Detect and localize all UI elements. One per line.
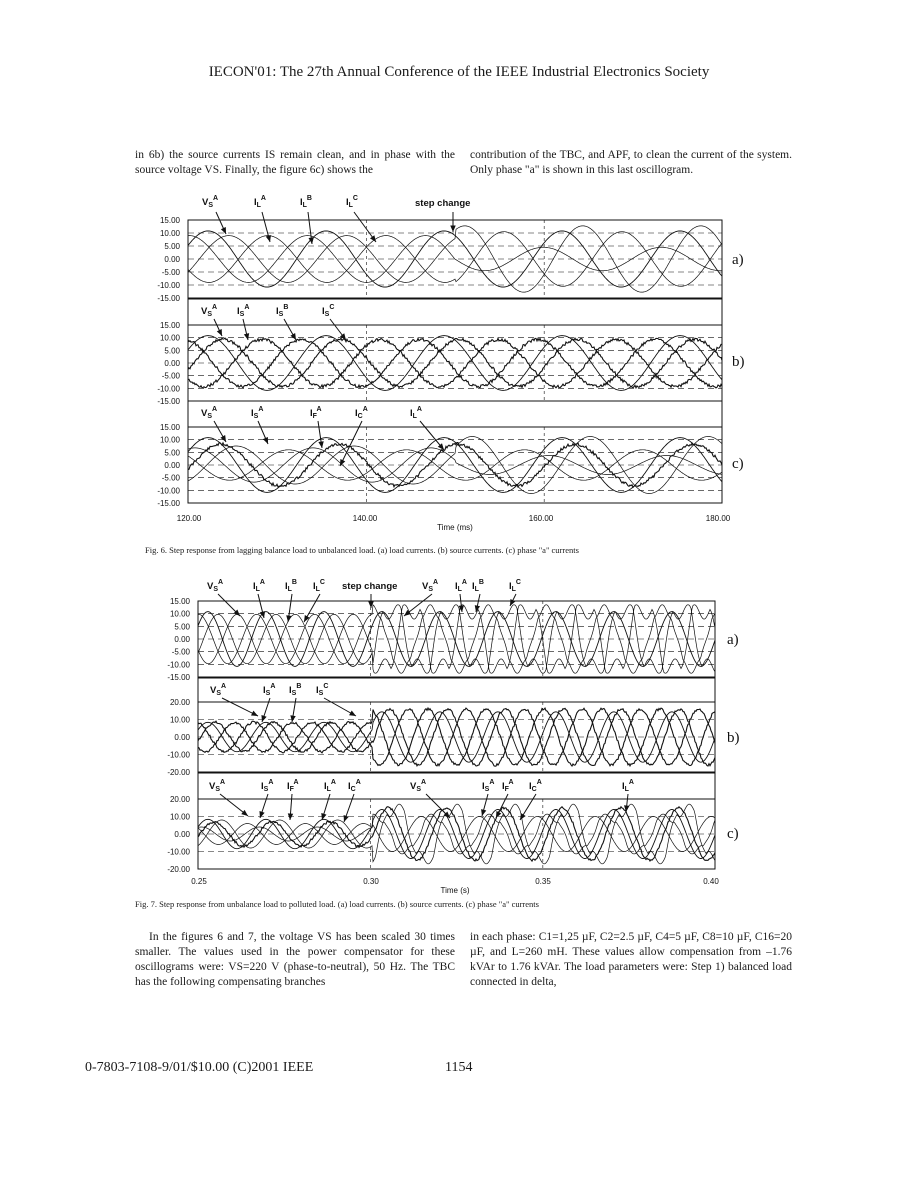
fig7-signal-label: $I_C^A$ (529, 779, 542, 793)
fig6-signal-label: $I_L^C$ (346, 195, 358, 209)
fig7-panel-a-trace (198, 605, 715, 674)
fig6-label-box-b (188, 299, 722, 325)
fig7-panel-b (167, 698, 715, 777)
fig7-signal-label: $I_L^C$ (313, 579, 325, 593)
fig6-signal-label: $V_S^A$ (201, 406, 218, 420)
fig6-panel-c-ytick: 0.00 (164, 461, 180, 470)
fig7-panel-c-frame (198, 799, 715, 869)
fig7-panel-c (167, 795, 715, 874)
fig6-panel-a-label: a) (732, 252, 744, 268)
fig7-panel-c-label: c) (727, 826, 739, 842)
fig7-label-box-c (198, 773, 715, 799)
body-paragraph-right: in each phase: C1=1,25 µF, C2=2.5 µF, C4=5 µF, C8=10 µF, C16=20 µF, and L=260 mH. These values allow compensation from –1.76 kVAr to 1.76 kVAr. The load parameters were: Step 1) balanced load connected in delta, (470, 931, 792, 988)
fig6-panel-c-ytick: -15.00 (157, 499, 180, 508)
figure-7-caption: Fig. 7. Step response from unbalance load to polluted load. (a) load currents. (b) source currents. (c) phase "a" currents (135, 899, 539, 909)
fig7-label-box-b (198, 678, 715, 702)
fig6-signal-label: $I_L^B$ (300, 195, 312, 209)
fig7-signal-label: $I_C^A$ (348, 779, 361, 793)
fig6-panel-a-ytick: 10.00 (159, 229, 180, 238)
fig7-panel-c-ytick: -20.00 (167, 865, 190, 874)
fig7-signal-label: $I_L^A$ (253, 579, 265, 593)
fig6-signal-label: $I_S^A$ (237, 304, 250, 318)
fig7-signal-label: $I_S^A$ (263, 683, 276, 697)
fig7-arrow-head (290, 715, 295, 722)
fig6-signal-label: $V_S^A$ (201, 304, 218, 318)
fig7-panel-b-frame (198, 702, 715, 772)
fig6-panel-a-ytick: 15.00 (159, 216, 180, 225)
fig7-xlabel: Time (s) (440, 886, 470, 895)
fig6-panel-c-ytick: 10.00 (159, 435, 180, 445)
fig7-arrow-head (286, 615, 291, 622)
fig7-signal-label: $I_L^A$ (622, 779, 634, 793)
fig6-xtick: 160.00 (528, 514, 554, 523)
fig7-signal-label: $I_S^B$ (289, 683, 302, 697)
figure-7 (167, 579, 739, 895)
fig6-label-box-c (188, 401, 722, 427)
fig7-panel-b-ytick: 10.00 (169, 715, 190, 725)
fig6-panel-a-ytick: 0.00 (164, 255, 180, 264)
fig6-signal-label: $I_S^A$ (251, 406, 264, 420)
fig7-panel-c-ytick: 10.00 (169, 812, 190, 822)
fig6-arrow-head (318, 441, 323, 448)
fig7-arrow-head (241, 810, 248, 816)
fig7-panel-a-ytick: 5.00 (174, 622, 190, 632)
fig7-panel-b-ytick: -20.00 (167, 768, 190, 777)
fig6-step-arrow-head (450, 226, 455, 232)
fig6-xtick: 180.00 (705, 514, 731, 523)
footer-copyright: 0-7803-7108-9/01/$10.00 (C)2001 IEEE (85, 1060, 314, 1075)
fig6-panel-b-ytick: -10.00 (157, 384, 180, 394)
fig7-panel-b-ytick: 0.00 (174, 733, 190, 742)
fig7-signal-label: $I_L^B$ (472, 579, 484, 593)
fig7-panel-a-ytick: 0.00 (174, 635, 190, 644)
fig7-signal-label: $V_S^A$ (422, 579, 439, 593)
fig7-panel-a-ytick: -5.00 (171, 647, 190, 657)
fig6-signal-label: $I_F^A$ (310, 406, 322, 420)
fig7-xtick: 0.30 (363, 877, 379, 886)
fig7-panel-a-ytick: -10.00 (167, 660, 190, 670)
fig6-xlabel: Time (ms) (437, 523, 473, 532)
fig7-arrow-head (304, 615, 310, 622)
fig6-signal-label: $I_L^A$ (410, 406, 422, 420)
fig7-signal-label: $V_S^A$ (207, 579, 224, 593)
fig6-arrow-head (290, 333, 296, 340)
fig7-panel-b-ytick: 20.00 (169, 698, 190, 707)
fig7-arrow-head (259, 811, 264, 818)
fig6-panel-c-ytick: -10.00 (157, 486, 180, 496)
fig6-signal-label: $I_S^C$ (322, 304, 335, 318)
fig6-panel-c-ytick: -5.00 (161, 473, 180, 483)
fig7-panel-a-ytick: 15.00 (169, 597, 190, 606)
intro-paragraph-left: in 6b) the source currents IS remain clean, and in phase with the source voltage VS. Finally, the figure 6c) shows the (135, 149, 455, 176)
fig6-panel-b-ytick: -5.00 (161, 371, 180, 381)
fig7-xtick: 0.35 (535, 877, 551, 886)
fig6-signal-label: $I_C^A$ (355, 406, 368, 420)
fig6-arrow-head (244, 333, 249, 340)
fig7-panel-a-ytick: 10.00 (169, 609, 190, 619)
fig6-panel-b (157, 321, 722, 406)
fig7-signal-label: $I_L^B$ (285, 579, 297, 593)
fig7-signal-label: $I_F^A$ (502, 779, 514, 793)
fig6-signal-label: $I_L^A$ (254, 195, 266, 209)
fig7-arrow-head (344, 815, 349, 822)
fig6-xtick: 140.00 (352, 514, 378, 523)
fig7-signal-label: $V_S^A$ (410, 779, 427, 793)
fig7-panel-b-ytick: -10.00 (167, 750, 190, 760)
fig6-step-change-label: step change (415, 198, 471, 209)
fig6-panel-a-ytick: 5.00 (164, 242, 180, 251)
fig6-panel-b-ytick: 15.00 (159, 321, 180, 330)
fig6-panel-b-ytick: 5.00 (164, 346, 180, 356)
figure-6-caption: Fig. 6. Step response from lagging balance load to unbalanced load. (a) load currents. (b) source currents. (c) phase "a" currents (145, 545, 579, 555)
fig7-panel-a-label: a) (727, 632, 739, 648)
running-header: IECON'01: The 27th Annual Conference of the IEEE Industrial Electronics Society (208, 64, 710, 80)
fig6-signal-label: $I_S^B$ (276, 304, 289, 318)
body-paragraph-left: In the figures 6 and 7, the voltage VS has been scaled 30 times smaller. The values used in the power compensator for these oscillograms were: VS=220 V (phase-to-neutral), 50 Hz. The TBC has the following compensating branches (135, 931, 455, 988)
fig7-signal-label: $V_S^A$ (209, 779, 226, 793)
fig7-signal-label: $I_S^A$ (261, 779, 274, 793)
fig6-panel-a-ytick: -15.00 (157, 294, 180, 303)
fig6-panel-c-ytick: 5.00 (164, 448, 180, 458)
fig7-signal-label: $I_S^C$ (316, 683, 329, 697)
figure-6 (157, 195, 744, 532)
fig7-panel-a-ytick: -15.00 (167, 673, 190, 682)
fig7-arrow-head (261, 715, 266, 722)
fig6-panel-c (157, 423, 722, 508)
fig7-panel-b-trace (198, 708, 715, 766)
fig7-signal-label: $V_S^A$ (210, 683, 227, 697)
fig6-panel-b-ytick: 10.00 (159, 333, 180, 343)
fig7-panel-c-ytick: 20.00 (169, 795, 190, 804)
fig7-signal-label: $I_L^A$ (324, 779, 336, 793)
fig7-signal-label: $I_L^C$ (509, 579, 521, 593)
fig7-xtick: 0.25 (191, 877, 207, 886)
fig7-step-change-label: step change (342, 581, 398, 592)
fig7-panel-c-ytick: 0.00 (174, 830, 190, 839)
fig7-xtick: 0.40 (703, 877, 719, 886)
fig6-panel-a-ytick: -5.00 (161, 268, 180, 277)
fig7-signal-label: $I_S^A$ (482, 779, 495, 793)
fig7-panel-c-ytick: -10.00 (167, 847, 190, 857)
fig6-panel-c-label: c) (732, 456, 744, 472)
fig6-xtick: 120.00 (176, 514, 202, 523)
fig6-panel-c-ytick: 15.00 (159, 423, 180, 432)
fig7-signal-label: $I_F^A$ (287, 779, 299, 793)
fig7-signal-label: $I_L^A$ (455, 579, 467, 593)
fig6-panel-b-ytick: 0.00 (164, 359, 180, 368)
page-number: 1154 (445, 1060, 473, 1075)
intro-paragraph-right: contribution of the TBC, and APF, to clean the current of the system. Only phase "a" is shown in this last oscillogram. (470, 149, 792, 176)
fig6-signal-label: $V_S^A$ (202, 195, 219, 209)
fig6-panel-a (157, 216, 722, 303)
fig6-arrow-head (308, 237, 313, 244)
fig7-panel-b-trace (198, 712, 715, 762)
fig6-arrow (340, 421, 362, 466)
fig6-panel-a-ytick: -10.00 (157, 281, 180, 290)
fig7-panel-b-label: b) (727, 730, 740, 746)
fig6-panel-b-ytick: -15.00 (157, 397, 180, 406)
fig6-panel-b-label: b) (732, 354, 745, 370)
fig6-arrow-head (220, 435, 226, 442)
fig7-panel-a (167, 597, 715, 682)
